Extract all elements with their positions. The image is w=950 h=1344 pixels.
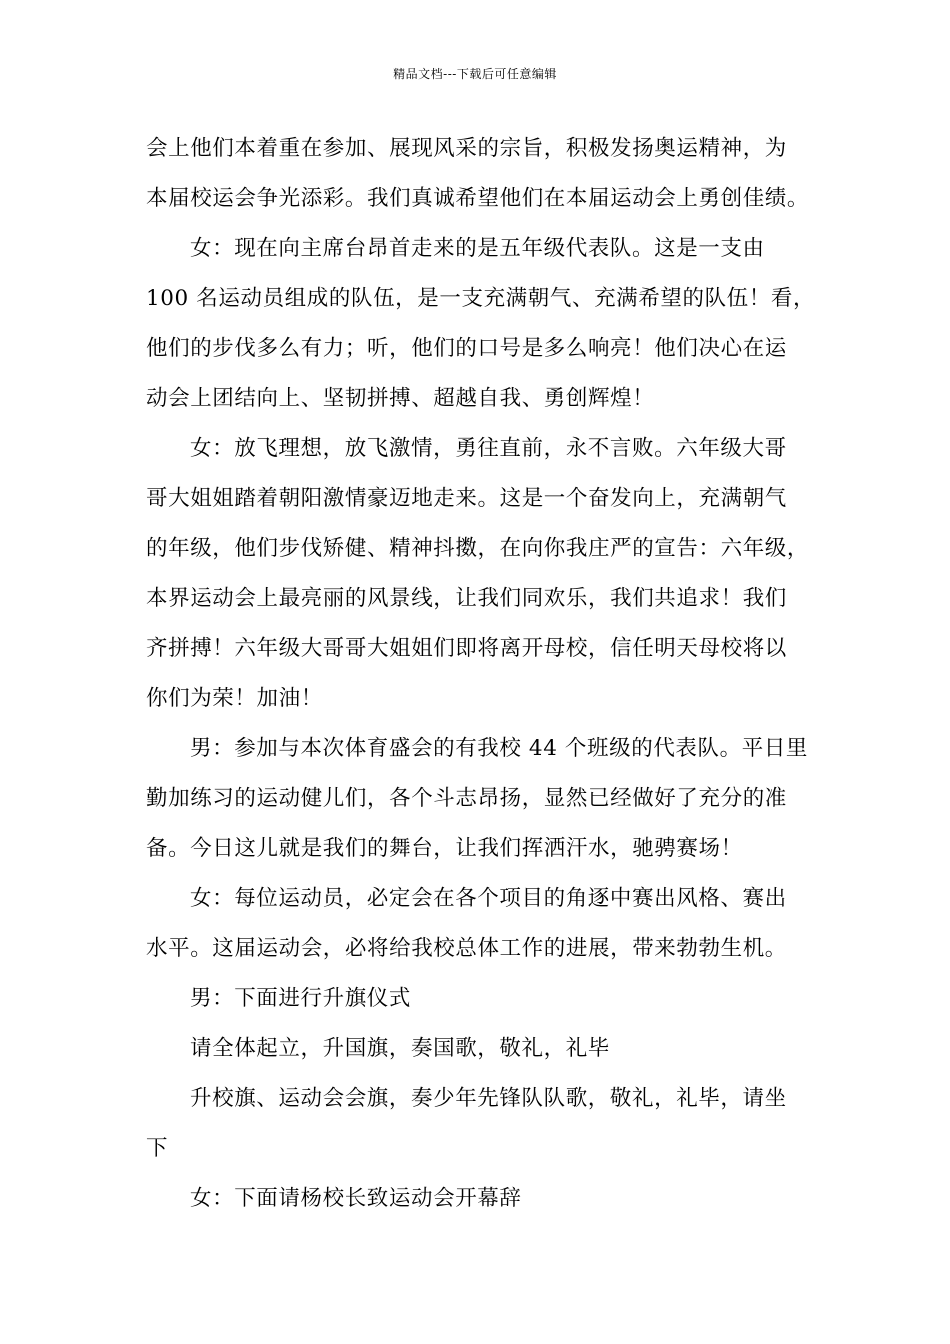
text-line: 女：每位运动员，必定会在各个项目的角逐中赛出风格、赛出 (190, 886, 787, 911)
text-line: 齐拼搏！六年级大哥哥大姐姐们即将离开母校，信任明天母校将以 (146, 636, 787, 661)
text-line: 备。今日这儿就是我们的舞台，让我们挥洒汗水，驰骋赛场！ (146, 836, 743, 861)
text-line: 他们的步伐多么有力；听，他们的口号是多么响亮！他们决心在运 (146, 336, 787, 361)
document-body (146, 124, 826, 1224)
text-line: 勤加练习的运动健儿们，各个斗志昂扬，显然已经做好了充分的准 (146, 786, 787, 811)
text-line: 女：下面请杨校长致运动会开幕辞 (190, 1186, 522, 1211)
text-line: 下 (146, 1136, 169, 1161)
text-line: 本届校运会争光添彩。我们真诚希望他们在本届运动会上勇创佳绩。 (146, 186, 810, 211)
text-line: 哥大姐姐踏着朝阳激情豪迈地走来。这是一个奋发向上，充满朝气 (146, 486, 787, 511)
text-line: 男：下面进行升旗仪式 (190, 986, 412, 1011)
text-line: 动会上团结向上、坚韧拼搏、超越自我、勇创辉煌！ (146, 386, 655, 411)
text-line: 你们为荣！加油！ (146, 686, 323, 711)
text-line: 本界运动会上最亮丽的风景线，让我们同欢乐，我们共追求！我们 (146, 586, 787, 611)
text-line: 女：现在向主席台昂首走来的是五年级代表队。这是一支由 (190, 236, 765, 261)
text-line: 女：放飞理想，放飞激情，勇往直前，永不言败。六年级大哥 (190, 436, 787, 461)
text-line: 男：参加与本次体育盛会的有我校 44 个班级的代表队。平日里 (190, 736, 809, 761)
text-line: 的年级，他们步伐矫健、精神抖擞，在向你我庄严的宣告：六年级， (146, 536, 810, 561)
text-line: 会上他们本着重在参加、展现风采的宗旨，积极发扬奥运精神，为 (146, 136, 787, 161)
text-line: 100 名运动员组成的队伍，是一支充满朝气、充满希望的队伍！看， (146, 286, 816, 311)
text-line: 升校旗、运动会会旗，奏少年先锋队队歌，敬礼，礼毕，请坐 (190, 1086, 787, 1111)
text-line: 请全体起立，升国旗，奏国歌，敬礼，礼毕 (190, 1036, 610, 1061)
page-header: 精品文档---下载后可任意编辑 (393, 67, 557, 81)
text-line: 水平。这届运动会，必将给我校总体工作的进展，带来勃勃生机。 (146, 936, 787, 961)
